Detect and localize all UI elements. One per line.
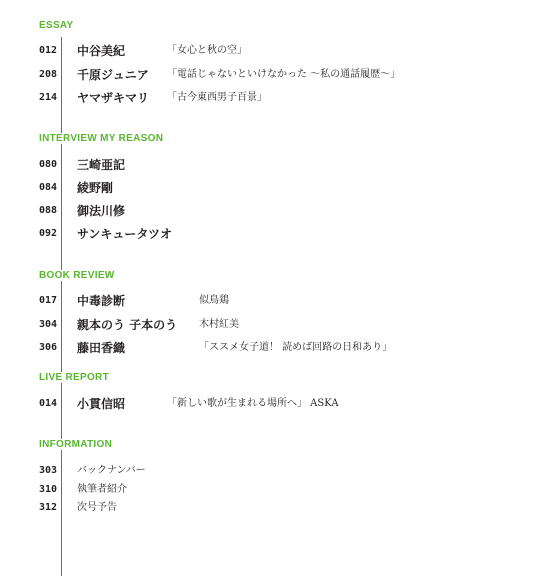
page-number: 092 — [39, 228, 58, 239]
page-number: 310 — [39, 484, 58, 495]
page-number: 303 — [39, 465, 58, 476]
author-name: 中谷美紀 — [77, 44, 126, 58]
page-number: 014 — [39, 398, 58, 409]
section-heading-live-report: LIVE REPORT — [39, 372, 113, 383]
page-number: 208 — [39, 69, 58, 80]
reviewer-name: 木村紅美 — [199, 319, 239, 330]
author-name: サンキュータツオ — [77, 227, 173, 241]
toc-entry[interactable] — [0, 463, 550, 479]
page-number: 306 — [39, 342, 58, 353]
section-heading-interview: INTERVIEW MY REASON — [39, 133, 167, 144]
toc-entry[interactable] — [0, 43, 550, 59]
page-number: 080 — [39, 159, 58, 170]
info-item-name: 次号予告 — [77, 502, 117, 513]
article-title: 「新しい歌が生まれる場所へ」 ASKA — [167, 398, 339, 409]
info-item-name: 執筆者紹介 — [77, 484, 127, 495]
toc-entry[interactable] — [0, 203, 550, 219]
section-heading-book-review: BOOK REVIEW — [39, 270, 119, 281]
author-name: 御法川修 — [77, 204, 126, 218]
toc-entry[interactable] — [0, 500, 550, 516]
author-name: 千原ジュニア — [77, 68, 149, 82]
toc-entry[interactable] — [0, 67, 550, 83]
section-heading-information: INFORMATION — [39, 439, 116, 450]
page-number: 017 — [39, 295, 58, 306]
page-number: 214 — [39, 92, 58, 103]
author-name: 小貫信昭 — [77, 397, 126, 411]
toc-entry[interactable] — [0, 293, 550, 309]
author-name: 藤田香織 — [77, 341, 126, 355]
toc-entry[interactable] — [0, 180, 550, 196]
author-name: ヤマザキマリ — [77, 91, 150, 105]
reviewer-name: 似鳥鶏 — [199, 295, 229, 306]
page-number: 312 — [39, 502, 58, 513]
page-number: 084 — [39, 182, 58, 193]
review-column-name: 親本のう 子本のう — [77, 318, 178, 332]
article-title: 「古今東西男子百景」 — [167, 92, 267, 103]
toc-entry[interactable] — [0, 396, 550, 412]
toc-entry[interactable] — [0, 317, 550, 333]
page-number: 088 — [39, 205, 58, 216]
toc-entry[interactable] — [0, 340, 550, 356]
review-column-name: 中毒診断 — [77, 294, 126, 308]
toc-entry[interactable] — [0, 226, 550, 242]
article-title: 「電話じゃないといけなかった 〜私の通話履歴〜」 — [167, 69, 401, 80]
author-name: 綾野剛 — [77, 181, 114, 195]
article-title: 「女心と秋の空」 — [167, 45, 247, 56]
toc-entry[interactable] — [0, 157, 550, 173]
toc-entry[interactable] — [0, 482, 550, 498]
info-item-name: バックナンバー — [77, 465, 146, 476]
author-name: 三崎亜記 — [77, 158, 126, 172]
page-number: 304 — [39, 319, 58, 330]
section-heading-essay: ESSAY — [39, 20, 77, 31]
article-title: 「ススメ女子道！ 読めば回路の日和あり」 — [199, 342, 393, 353]
toc-entry[interactable] — [0, 90, 550, 106]
page-number: 012 — [39, 45, 58, 56]
